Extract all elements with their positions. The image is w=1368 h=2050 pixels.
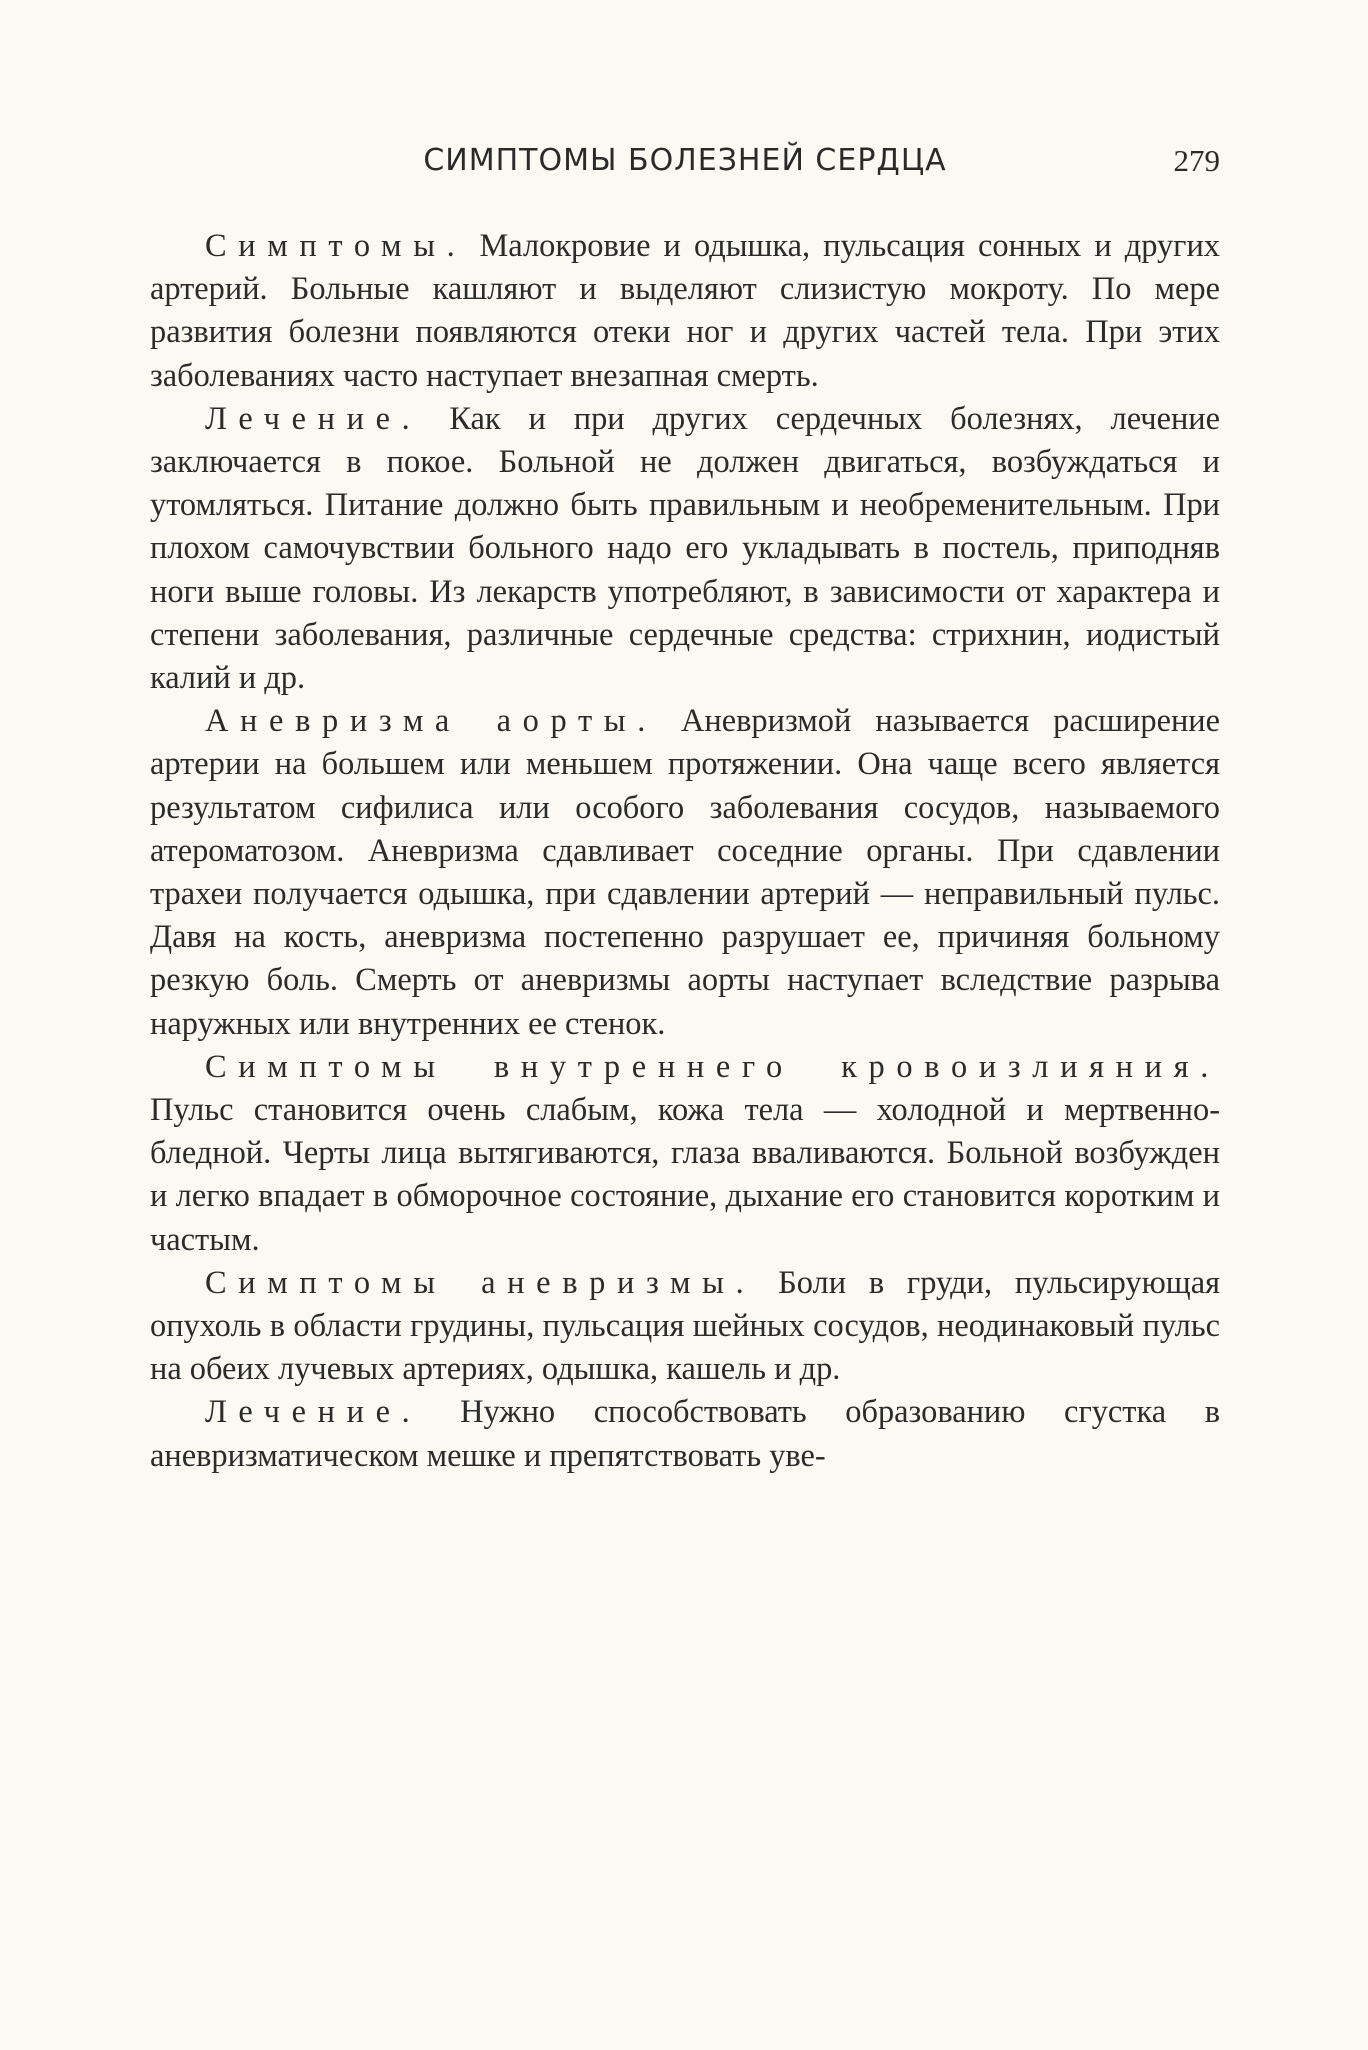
paragraph-treatment [150,398,1220,700]
paragraph-aortic-aneurysm [150,700,1220,1046]
paragraph-text: Пульс становится очень слабым, кожа тела — холодной и мертвенно-бледной. Черты лица вытягиваются, глаза вваливаются. Больной возбужден и легко впадает в обморочное состояние, дыхание его становится коротким и частым. [150,1092,1220,1258]
paragraph-internal-bleeding [150,1046,1220,1262]
paragraph-text: Нужно способствовать образованию сгустка в аневризматическом мешке и препятствовать уве- [150,1394,1220,1474]
paragraph-text: Боли в груди, пульсирующая опухоль в области грудины, пульсация шейных сосудов, неодинаковый пульс на обеих лучевых артериях, одышка, кашель и др. [150,1264,1220,1388]
paragraph-aneurysm-treatment [150,1391,1220,1477]
paragraph-lead: Симптомы. [205,228,467,264]
paragraph-aneurysm-symptoms [150,1262,1220,1392]
paragraph-lead: Лечение. [205,1394,422,1431]
paragraph-lead: Аневризма аорты. [205,703,657,740]
paragraph-lead: Лечение. [205,400,422,437]
paragraph-text: Как и при других сердечных болезнях, лечение заключается в покое. Больной не должен двигаться, возбуждаться и утомляться. Питание должно быть правильным и необременительным. При плохом самочувствии больного надо его укладывать в постель, приподняв ноги выше головы. Из лекарств употребляют, в зависимости от характера и степени заболевания, различные сердечные средства: стрихнин, иодистый калий и др. [150,400,1220,697]
paragraph-text: Аневризмой называется расширение артерии на большем или меньшем протяжении. Она чаще всего является результатом сифилиса или особого заболевания сосудов, называемого атероматозом. Аневризма сдавливает соседние органы. При сдавлении трахеи получается одышка, при сдавлении артерий — неправильный пульс. Давя на кость, аневризма постепенно разрушает ее, причиняя больному резкую боль. Смерть от аневризмы аорты наступает вследствие разрыва наружных или внутренних ее стенок. [150,703,1220,1042]
paragraph-lead: Симптомы аневризмы. [205,1264,756,1301]
paragraph-lead: Симптомы внутреннего кровоизлияния. [205,1048,1220,1085]
body-text [150,225,1220,1478]
running-head [150,143,1220,183]
paragraph-symptoms [150,225,1220,398]
page-number: 279 [1173,143,1220,178]
running-title: СИМПТОМЫ БОЛЕЗНЕЙ СЕРДЦА [423,143,947,178]
paragraph-text: Малокровие и одышка, пульсация сонных и других артерий. Больные кашляют и выделяют слизистую мокроту. По мере развития болезни появляются отеки ног и других частей тела. При этих заболеваниях часто наступает внезапная смерть. [150,228,1220,394]
